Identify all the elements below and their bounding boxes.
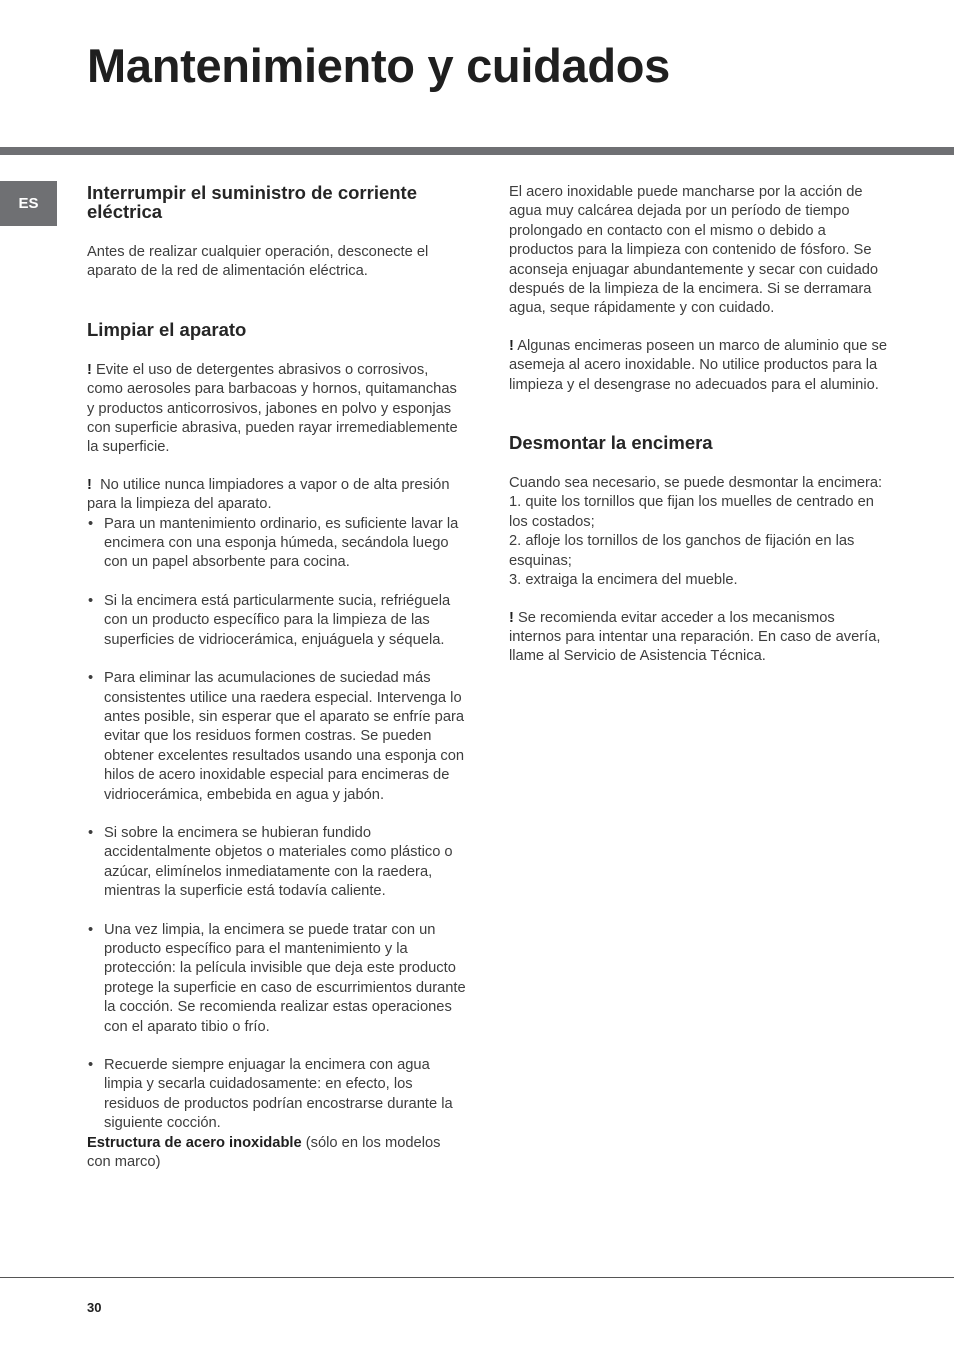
stainless-text: El acero inoxidable puede mancharse por la acción de agua muy calcárea dejada por un período de tiempo prolongado en contacto con el mismo o debido a productos para la limpieza con contenido de fósforo. Se aconseja enjuagar abundantemente y secar con cuidado después de la limpieza de la encimera. Si se derramara agua, seque rápidamente y con cuidado. xyxy=(509,184,879,317)
dismount-step: 3. extraiga la encimera del mueble. xyxy=(509,572,738,589)
warning-repair xyxy=(509,609,891,667)
warning-aluminium xyxy=(509,337,891,395)
right-column xyxy=(509,183,891,667)
footer-divider xyxy=(0,1277,954,1278)
section-heading-cleaning: Limpiar el aparato xyxy=(87,318,247,340)
stainless-note: (sólo en los modelos con marco) xyxy=(87,1134,441,1171)
dismount-step: 2. afloje los tornillos de los ganchos de fijación en las esquinas; xyxy=(509,533,855,569)
header-divider xyxy=(0,147,954,155)
left-column xyxy=(87,183,467,1172)
dismount-step: 1. quite los tornillos que fijan los muelles de centrado en los costados; xyxy=(509,494,874,530)
list-item: • Una vez limpia, la encimera se puede tratar con un producto específico para el mantenimiento y la protección: la película invisible que deja este producto protege la superficie en caso de escurrimientos durante la cocción. Se recomienda realizar estas operaciones con el aparato tibio o frío. xyxy=(87,921,467,1037)
warning-repair-text: Se recomienda evitar acceder a los mecanismos internos para intentar una reparación. En caso de avería, llame al Servicio de Asistencia Técnica. xyxy=(509,609,881,665)
section-heading-dismount: Desmontar la encimera xyxy=(509,432,713,454)
page-number: 30 xyxy=(87,1300,102,1315)
list-item: • Recuerde siempre enjuagar la encimera con agua limpia y secarla cuidadosamente: en efecto, los residuos de productos podrían encostrarse durante la siguiente cocción. xyxy=(87,1056,467,1134)
power-text: Antes de realizar cualquier operación, desconecte el aparato de la red de alimentación eléctrica. xyxy=(87,244,429,280)
list-item: • Si sobre la encimera se hubieran fundido accidentalmente objetos o materiales como plástico o azúcar, elimínelos inmediatamente con la raedera, mientras la superficie está todavía caliente. xyxy=(87,824,467,902)
section-heading-power: Interrumpir el suministro de corriente eléctrica xyxy=(87,182,417,222)
cleaning-bullet-list xyxy=(87,515,467,1134)
warning-abrasives-text: Evite el uso de detergentes abrasivos o corrosivos, como aerosoles para barbacoas y hornos, quitamanchas y productos anticorrosivos, jabones en polvo y esponjas con superficie abrasiva, pueden rayar irremediablemente la superficie. xyxy=(87,361,458,456)
warning-abrasives xyxy=(87,361,467,458)
language-tab: ES xyxy=(0,181,57,226)
warning-icon: ! xyxy=(87,361,92,378)
warning-steam xyxy=(87,476,467,515)
list-item: • Si la encimera está particularmente sucia, refriéguela con un producto específico para la limpieza de las superficies de vidriocerámica, enjuáguela y séquela. xyxy=(87,592,467,650)
stainless-label: Estructura de acero inoxidable xyxy=(87,1134,302,1151)
list-item: • Para un mantenimiento ordinario, es suficiente lavar la encimera con una esponja húmeda, secándola luego con un papel absorbente para cocina. xyxy=(87,515,467,573)
stainless-structure-label xyxy=(87,1134,467,1173)
warning-steam-text: No utilice nunca limpiadores a vapor o de alta presión para la limpieza del aparato. xyxy=(87,476,450,513)
warning-icon: ! xyxy=(509,609,514,626)
dismount-intro: Cuando sea necesario, se puede desmontar la encimera: xyxy=(509,475,883,492)
warning-aluminium-text: Algunas encimeras poseen un marco de aluminio que se asemeja al acero inoxidable. No utilice productos para la limpieza y el desengrase no adecuados para el aluminio. xyxy=(509,337,888,393)
warning-icon: ! xyxy=(509,337,514,354)
page-title: Mantenimiento y cuidados xyxy=(87,39,670,92)
list-item: • Para eliminar las acumulaciones de suciedad más consistentes utilice una raedera especial. Intervenga lo antes posible, sin esperar que el aparato se enfríe para evitar que los residuos formen costras. Se pueden obtener excelentes resultados usando una esponja con hilos de acero inoxidable especial para encimeras de vidriocerámica, embebida en agua y jabón. xyxy=(87,669,467,805)
warning-icon: ! xyxy=(87,476,92,493)
